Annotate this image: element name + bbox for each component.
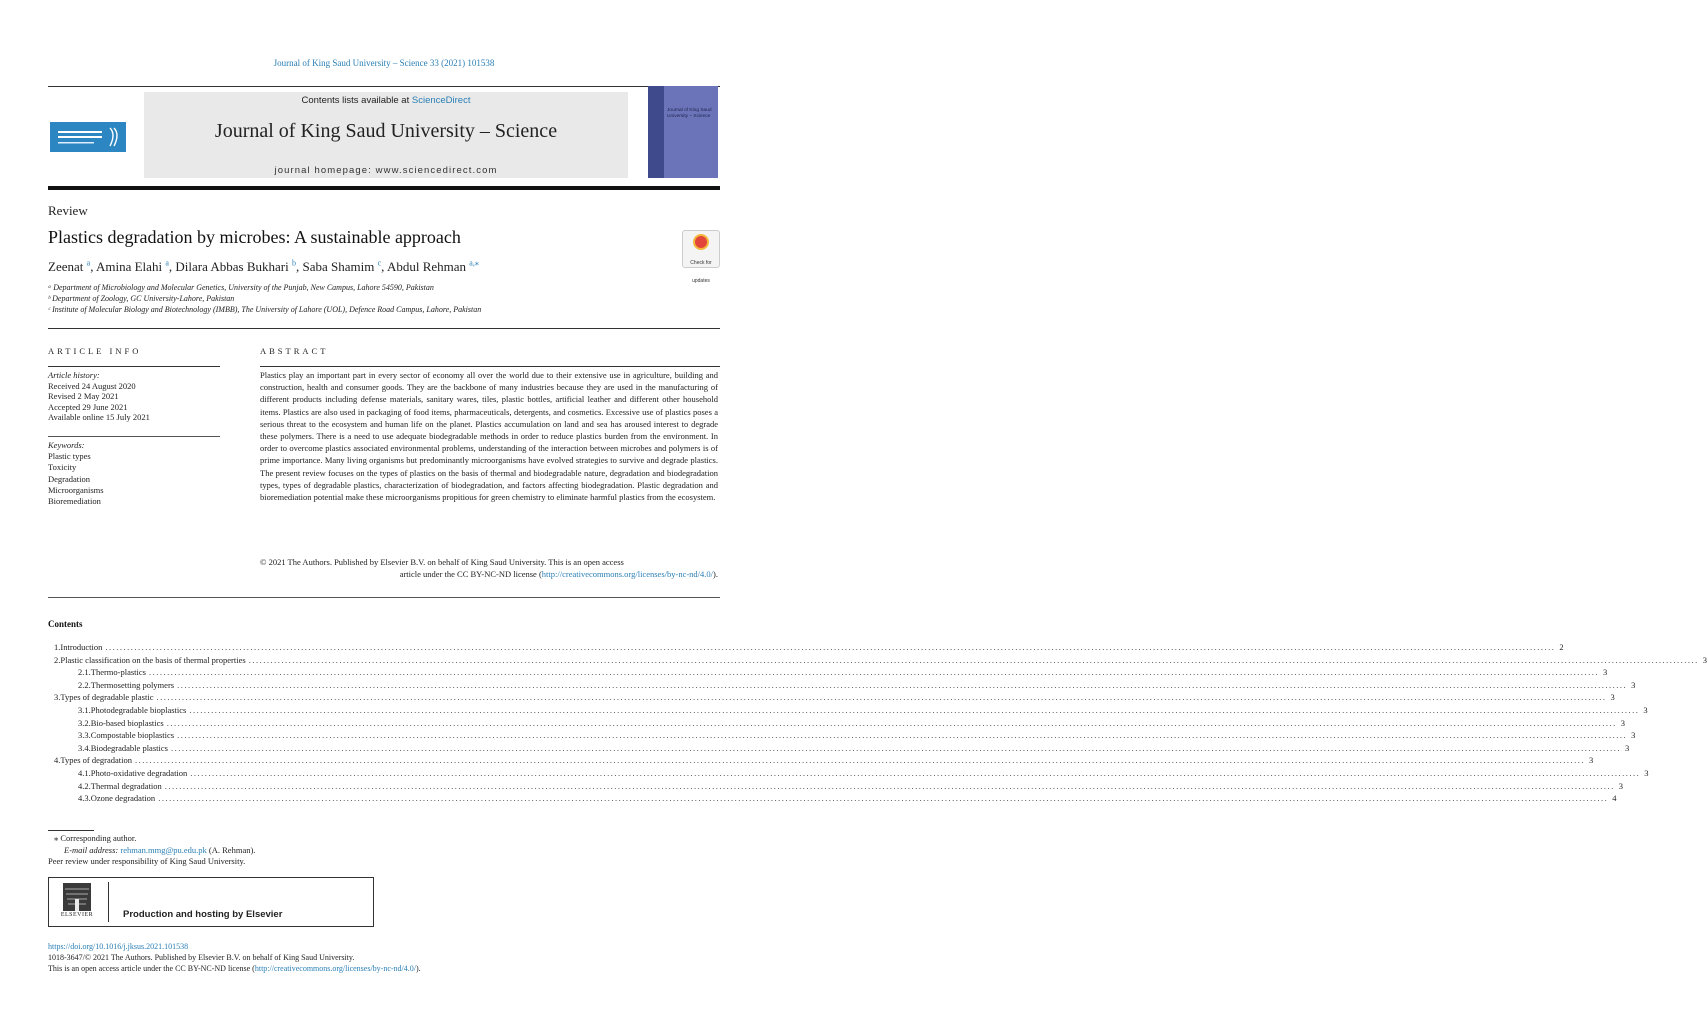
affiliation-a: ᵃ Department of Microbiology and Molecular Genetics, University of the Punjab, New Campus, Lahore 54590, Pakistan bbox=[48, 283, 434, 292]
keywords-block bbox=[48, 440, 104, 507]
abstract-copyright bbox=[260, 556, 718, 580]
toc-page-number[interactable]: 3 bbox=[1602, 667, 1608, 678]
author-2[interactable]: Amina Elahi $^a$, bbox=[95, 259, 176, 275]
author-5[interactable]: Abdul Rehman $^{a,⁎}$ bbox=[386, 259, 479, 275]
toc-entry[interactable] bbox=[54, 742, 1630, 756]
toc-entry[interactable] bbox=[54, 667, 1608, 680]
toc-title[interactable]: Thermal degradation bbox=[90, 780, 162, 791]
affiliations-rule bbox=[48, 328, 720, 329]
toc-title[interactable]: Biodegradable plastics bbox=[90, 742, 168, 753]
author-3[interactable]: Dilara Abbas Bukhari $^b$, bbox=[175, 259, 303, 275]
toc-entry[interactable] bbox=[54, 730, 1636, 743]
toc-leader-dots: ................................................................................................................................................................................................................................................................................................................................................................................................................ bbox=[190, 767, 1641, 778]
keywords-label: Keywords: bbox=[48, 440, 85, 450]
received-date: Received 24 August 2020 bbox=[48, 380, 136, 391]
toc-number: 4.1. bbox=[78, 767, 91, 778]
production-hosting-text: Production and hosting by Elsevier bbox=[123, 909, 283, 920]
journal-homepage-link[interactable]: journal homepage: www.sciencedirect.com bbox=[274, 165, 498, 176]
sciencedirect-link[interactable]: ScienceDirect bbox=[411, 95, 471, 106]
open-access-line: This is an open access article under the CC BY-NC-ND license (http://creativecommons.org/licenses/by-nc-nd/4.0/). bbox=[48, 964, 421, 973]
author-affiliation-mark[interactable]: a bbox=[165, 259, 169, 268]
toc-page-number[interactable]: 3 bbox=[1620, 717, 1625, 728]
author-1[interactable]: Zeenat $^a$, bbox=[48, 259, 96, 275]
paper-title: Plastics degradation by microbes: A sustainable approach bbox=[48, 227, 461, 247]
corresponding-author-note: ⁎ Corresponding author. bbox=[54, 833, 137, 843]
footnote-rule bbox=[48, 830, 94, 831]
author-affiliation-mark[interactable]: b bbox=[292, 259, 296, 268]
history-label: Article history: bbox=[48, 370, 100, 380]
toc-page-number[interactable]: 3 bbox=[1631, 679, 1636, 690]
doi-link[interactable]: https://doi.org/10.1016/j.jksus.2021.101538 bbox=[48, 942, 189, 951]
toc-number: 2.2. bbox=[78, 679, 91, 690]
email-line: E-mail address: rehman.mmg@pu.edu.pk (A. Rehman). bbox=[64, 844, 256, 855]
toc-title[interactable]: Introduction bbox=[60, 642, 103, 652]
table-of-contents bbox=[54, 642, 1707, 806]
toc-entry[interactable] bbox=[54, 654, 1707, 668]
toc-leader-dots: ................................................................................................................................................................................................................................................................................................................................................................................................................ bbox=[135, 755, 1586, 766]
copyright-text: © 2021 The Authors. Published by Elsevier B.V. on behalf of King Saud University. This is an open access bbox=[260, 557, 624, 567]
footnotes bbox=[48, 833, 255, 868]
toc-page-number[interactable]: 2 bbox=[1559, 642, 1564, 652]
header-thick-rule bbox=[48, 186, 720, 190]
toc-title[interactable]: Plastic classification on the basis of thermal properties bbox=[60, 654, 246, 665]
ksu-emblem-icon bbox=[50, 122, 126, 152]
journal-cover-strip bbox=[648, 86, 664, 178]
elsevier-tree-icon bbox=[53, 881, 101, 913]
abstract-body: Plastics play an important part in every sector of economy all over the world due to their extensive use in agriculture, building and construction, health and consumer goods. They are the backbone of many industries because they are used in the manufacturing of different products including defense materials, sanitary wares, tiles, plastic bottles, artificial leather and different other household items. Plastics are also used in packaging of food items, pharmaceuticals, detergents, and cosmetics. Excessive use of plastics poses a serious threat to the ecosystem and human life on the planet. Plastics accumulation on land and sea has aroused interest to degrade these polymers. There is a need to use adequate biodegradable methods in order to reduce plastics burden from the environment. In order to overcome plastics associated environmental problems, understanding of the interaction between microbes and polymers is of prime importance. Many living organisms but predominantly microorganisms have evolved strategies to survive and degrade plastics. The present review focuses on the types of plastics on the basis of thermal and biodegradable nature, degradation and biodegradation types, types of degradable plastics, characterization of biodegradation, and factors affecting biodegradation. Plastic degradation and bioremediation potential make these microorganisms propitious for green chemistry to eliminate harmful plastics from the ecosystem. bbox=[260, 370, 718, 503]
toc-number: 3.2. bbox=[78, 717, 91, 728]
keywords-rule bbox=[48, 436, 220, 437]
toc-page-number[interactable]: 3 bbox=[1624, 742, 1630, 753]
license-line: article under the CC BY-NC-ND license (http://creativecommons.org/licenses/by-nc-nd/4.0/). bbox=[399, 569, 718, 580]
peer-review-note: Peer review under responsibility of King Saud University. bbox=[48, 856, 246, 866]
journal-cover-title: Journal of King Saud University – Science bbox=[667, 108, 712, 119]
author-affiliation-mark[interactable]: c bbox=[377, 259, 382, 268]
elsevier-wordmark: ELSEVIER bbox=[60, 912, 94, 918]
king-saud-university-logo bbox=[50, 122, 126, 152]
journal-citation-link[interactable]: Journal of King Saud University – Science 33 (2021) 101538 bbox=[273, 58, 495, 68]
header-top-rule bbox=[48, 86, 720, 87]
open-access-license-link[interactable]: http://creativecommons.org/licenses/by-nc-nd/4.0/ bbox=[254, 964, 416, 973]
toc-number: 2. bbox=[54, 654, 61, 665]
author-4[interactable]: Saba Shamim $^c$, bbox=[302, 259, 387, 275]
affiliation-c: ᶜ Institute of Molecular Biology and Biotechnology (IMBB), The University of Lahore (UOL), Defence Road Campus, Lahore, Pakistan bbox=[48, 305, 482, 314]
toc-number: 3.3. bbox=[78, 730, 91, 741]
toc-number: 4. bbox=[54, 755, 61, 766]
toc-leader-dots: ................................................................................................................................................................................................................................................................................................................................................................................................................ bbox=[148, 667, 1599, 678]
article-info-rule bbox=[48, 366, 220, 367]
toc-number: 1. bbox=[54, 642, 61, 652]
author-list bbox=[48, 259, 479, 275]
toc-leader-dots: ................................................................................................................................................................................................................................................................................................................................................................................................................ bbox=[164, 780, 1615, 791]
contents-rule bbox=[48, 597, 720, 598]
crossmark-icon bbox=[693, 234, 709, 250]
elsevier-separator bbox=[108, 882, 109, 922]
bottom-metadata bbox=[48, 941, 421, 974]
keyword: Toxicity bbox=[48, 462, 77, 473]
article-type-label: Review bbox=[48, 203, 88, 218]
check-for-updates-label: Check for updates bbox=[690, 260, 712, 284]
article-history bbox=[48, 370, 150, 423]
toc-entry[interactable] bbox=[54, 692, 1615, 705]
toc-entry[interactable] bbox=[54, 642, 1564, 655]
toc-entry[interactable] bbox=[54, 780, 1624, 794]
toc-entry[interactable] bbox=[54, 767, 1649, 781]
journal-title: Journal of King Saud University – Science bbox=[214, 120, 558, 142]
toc-page-number[interactable]: 3 bbox=[1644, 767, 1649, 778]
online-date: Available online 15 July 2021 bbox=[48, 412, 150, 422]
toc-leader-dots: ................................................................................................................................................................................................................................................................................................................................................................................................................ bbox=[189, 704, 1640, 715]
author-affiliation-mark[interactable]: a,⁎ bbox=[469, 259, 479, 268]
toc-page-number[interactable]: 3 bbox=[1589, 755, 1594, 766]
toc-page-number[interactable]: 3 bbox=[1643, 704, 1648, 715]
toc-title[interactable]: Photo-oxidative degradation bbox=[90, 767, 188, 778]
license-link[interactable]: http://creativecommons.org/licenses/by-nc-nd/4.0/ bbox=[541, 569, 714, 580]
toc-title[interactable]: Thermo-plastics bbox=[90, 667, 146, 678]
toc-number: 2.1. bbox=[78, 667, 91, 678]
abstract-rule bbox=[260, 366, 720, 367]
toc-number: 3. bbox=[54, 692, 61, 703]
keyword: Microorganisms bbox=[48, 484, 104, 495]
toc-entry[interactable] bbox=[54, 717, 1625, 731]
toc-leader-dots: ................................................................................................................................................................................................................................................................................................................................................................................................................ bbox=[177, 679, 1628, 690]
toc-entry[interactable] bbox=[54, 755, 1594, 768]
article-info-heading: ARTICLE INFO bbox=[48, 346, 142, 356]
revised-date: Revised 2 May 2021 bbox=[48, 391, 119, 401]
toc-page-number[interactable]: 4 bbox=[1612, 793, 1617, 804]
keyword: Bioremediation bbox=[48, 496, 101, 507]
keyword: Degradation bbox=[48, 473, 91, 484]
toc-leader-dots: ................................................................................................................................................................................................................................................................................................................................................................................................................ bbox=[158, 793, 1609, 804]
toc-title[interactable]: Thermosetting polymers bbox=[90, 679, 175, 690]
toc-title[interactable]: Ozone degradation bbox=[90, 793, 156, 804]
keyword: Plastic types bbox=[48, 451, 91, 462]
issn-line: 1018-3647/© 2021 The Authors. Published by Elsevier B.V. on behalf of King Saud University. bbox=[48, 953, 355, 962]
contents-heading: Contents bbox=[48, 619, 83, 629]
toc-leader-dots: ................................................................................................................................................................................................................................................................................................................................................................................................................ bbox=[166, 717, 1617, 728]
toc-entry[interactable] bbox=[54, 793, 1617, 806]
toc-leader-dots: ................................................................................................................................................................................................................................................................................................................................................................................................................ bbox=[177, 730, 1628, 741]
toc-number: 4.2. bbox=[78, 780, 91, 791]
check-for-updates-button[interactable] bbox=[682, 230, 720, 284]
toc-title[interactable]: Types of degradation bbox=[60, 755, 133, 766]
contents-available-line bbox=[144, 95, 628, 106]
toc-entry[interactable] bbox=[54, 679, 1636, 693]
toc-leader-dots: ................................................................................................................................................................................................................................................................................................................................................................................................................ bbox=[156, 692, 1607, 703]
toc-leader-dots: ................................................................................................................................................................................................................................................................................................................................................................................................................ bbox=[170, 742, 1621, 753]
toc-leader-dots: ................................................................................................................................................................................................................................................................................................................................................................................................................ bbox=[105, 642, 1556, 652]
toc-title[interactable]: Bio-based bioplastics bbox=[90, 717, 164, 728]
toc-entry[interactable] bbox=[54, 704, 1648, 718]
email-link[interactable]: rehman.mmg@pu.edu.pk bbox=[120, 844, 207, 855]
contents-prefix: Contents lists available at bbox=[301, 95, 410, 106]
toc-number: 4.3. bbox=[78, 793, 91, 804]
toc-number: 3.1. bbox=[78, 704, 91, 715]
abstract-heading: ABSTRACT bbox=[260, 346, 329, 356]
toc-page-number[interactable]: 3 bbox=[1618, 780, 1624, 791]
toc-title[interactable]: Types of degradable plastic bbox=[60, 692, 154, 703]
toc-page-number[interactable]: 3 bbox=[1610, 692, 1615, 703]
toc-page-number[interactable]: 3 bbox=[1702, 654, 1707, 665]
author-affiliation-mark[interactable]: a bbox=[86, 259, 91, 268]
accepted-date: Accepted 29 June 2021 bbox=[48, 401, 128, 412]
affiliation-b: ᵇ Department of Zoology, GC University-Lahore, Pakistan bbox=[48, 294, 235, 303]
toc-title[interactable]: Photodegradable bioplastics bbox=[90, 704, 187, 715]
toc-title[interactable]: Compostable bioplastics bbox=[90, 730, 175, 741]
toc-page-number[interactable]: 3 bbox=[1631, 730, 1636, 741]
toc-number: 3.4. bbox=[78, 742, 91, 753]
toc-leader-dots: ................................................................................................................................................................................................................................................................................................................................................................................................................ bbox=[248, 654, 1699, 665]
